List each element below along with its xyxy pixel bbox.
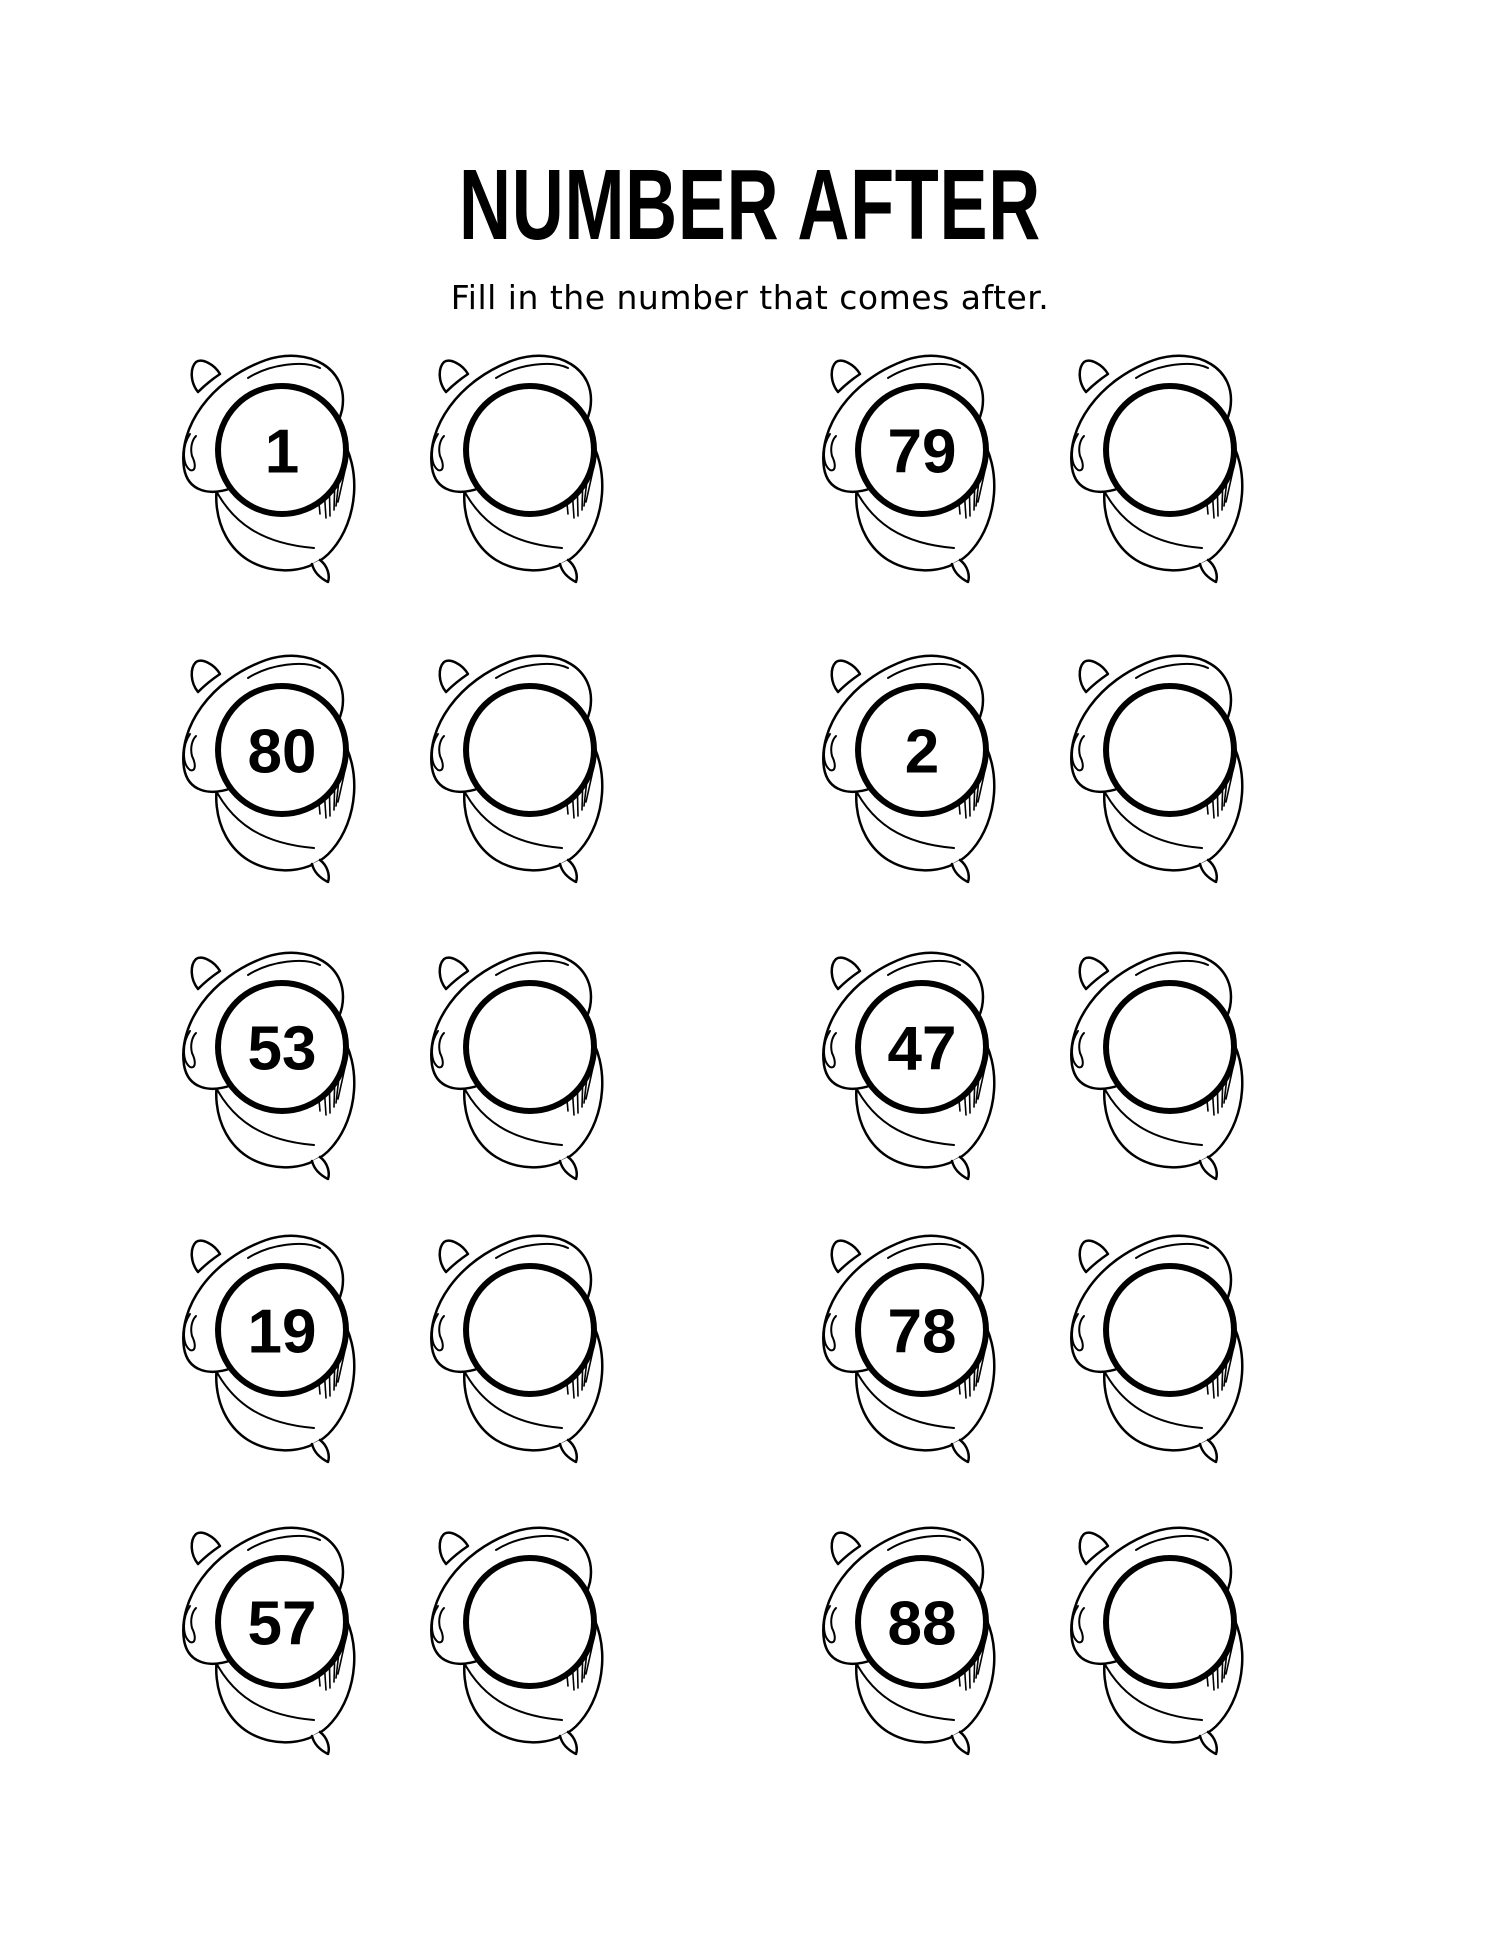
answer-acorn[interactable] [418, 638, 628, 888]
acorn-stem [440, 361, 468, 392]
number-circle [466, 1558, 594, 1686]
acorn-tip [560, 1157, 577, 1179]
number-circle [466, 386, 594, 514]
acorn-tip [1200, 1440, 1217, 1462]
answer-acorn[interactable] [1058, 338, 1268, 588]
given-number-acorn [810, 935, 1020, 1185]
acorn-stem [832, 1241, 860, 1272]
acorn-stem [832, 1533, 860, 1564]
number-circle [1106, 386, 1234, 514]
given-number-acorn [810, 638, 1020, 888]
acorn-tip [952, 1440, 969, 1462]
number-circle [1106, 983, 1234, 1111]
number-text: 88 [887, 1589, 957, 1659]
acorn-stem [192, 1241, 220, 1272]
given-number-acorn [170, 1510, 380, 1760]
acorn-stem [1080, 361, 1108, 392]
answer-acorn[interactable] [418, 1510, 628, 1760]
acorn-tip [312, 860, 329, 882]
acorn-stem [192, 958, 220, 989]
acorn-stem [832, 958, 860, 989]
number-circle [1106, 686, 1234, 814]
acorn-stem [440, 958, 468, 989]
acorn-stem [440, 1533, 468, 1564]
acorn-tip [312, 1157, 329, 1179]
worksheet-title: NUMBER AFTER [459, 149, 1041, 261]
given-number-acorn [170, 338, 380, 588]
acorn-stem [192, 1533, 220, 1564]
acorn-tip [1200, 860, 1217, 882]
acorn-stem [1080, 661, 1108, 692]
number-circle [1106, 1558, 1234, 1686]
number-text: 2 [904, 717, 940, 787]
acorn-tip [952, 860, 969, 882]
number-text: 79 [887, 417, 957, 487]
answer-acorn[interactable] [1058, 1218, 1268, 1468]
number-text: 19 [247, 1297, 317, 1367]
acorn-tip [560, 1732, 577, 1754]
worksheet-instruction: Fill in the number that comes after. [450, 278, 1050, 317]
acorn-tip [1200, 1157, 1217, 1179]
answer-acorn[interactable] [1058, 638, 1268, 888]
number-text: 53 [247, 1014, 317, 1084]
given-number-acorn [810, 338, 1020, 588]
acorn-tip [952, 1732, 969, 1754]
number-circle [466, 686, 594, 814]
acorn-stem [192, 661, 220, 692]
number-text: 57 [247, 1589, 317, 1659]
acorn-tip [312, 1732, 329, 1754]
acorn-tip [952, 560, 969, 582]
acorn-stem [1080, 958, 1108, 989]
number-circle [466, 1266, 594, 1394]
acorn-tip [1200, 1732, 1217, 1754]
acorn-stem [832, 661, 860, 692]
answer-acorn[interactable] [1058, 1510, 1268, 1760]
acorn-tip [560, 1440, 577, 1462]
acorn-tip [312, 560, 329, 582]
given-number-acorn [810, 1510, 1020, 1760]
acorn-tip [560, 560, 577, 582]
acorn-stem [440, 1241, 468, 1272]
answer-acorn[interactable] [418, 1218, 628, 1468]
given-number-acorn [170, 1218, 380, 1468]
answer-acorn[interactable] [418, 935, 628, 1185]
number-circle [1106, 1266, 1234, 1394]
acorn-tip [560, 860, 577, 882]
number-text: 47 [887, 1014, 957, 1084]
acorn-tip [312, 1440, 329, 1462]
acorn-stem [440, 661, 468, 692]
acorn-stem [1080, 1533, 1108, 1564]
answer-acorn[interactable] [1058, 935, 1268, 1185]
given-number-acorn [170, 935, 380, 1185]
acorn-tip [1200, 560, 1217, 582]
answer-acorn[interactable] [418, 338, 628, 588]
acorn-stem [832, 361, 860, 392]
given-number-acorn [810, 1218, 1020, 1468]
acorn-tip [952, 1157, 969, 1179]
given-number-acorn [170, 638, 380, 888]
number-text: 1 [264, 417, 300, 487]
number-circle [466, 983, 594, 1111]
number-text: 80 [247, 717, 317, 787]
acorn-stem [1080, 1241, 1108, 1272]
number-text: 78 [887, 1297, 957, 1367]
acorn-stem [192, 361, 220, 392]
